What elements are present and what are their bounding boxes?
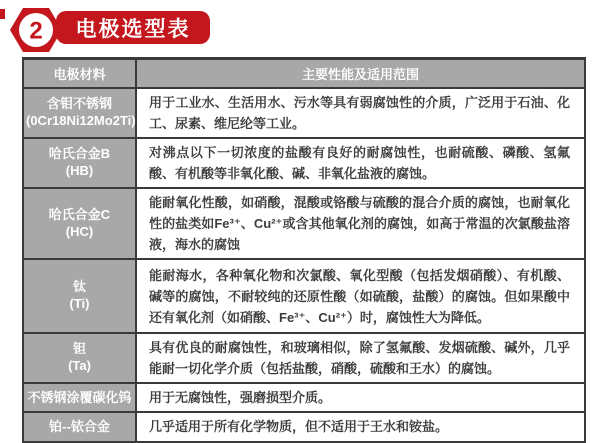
page-header: [0, 0, 600, 57]
material-cell: [23, 333, 136, 383]
column-header-material: 电极材料: [23, 59, 136, 89]
material-name: 哈氏合金C: [48, 206, 111, 222]
page-title: 电极选型表: [75, 17, 191, 41]
material-name: 钛: [72, 279, 86, 295]
description-cell: 几乎适用于所有化学物质，但不适用于王水和铵盐。: [136, 412, 585, 441]
material-cell: [23, 188, 136, 259]
description-cell: 用于工业水、生活用水、污水等具有弱腐蚀性的介质，广泛用于石油、化工、尿素、维尼纶等工业。: [136, 88, 585, 138]
material-name: 钽: [72, 341, 86, 357]
table-row: [23, 333, 585, 383]
material-code: (HB): [65, 163, 94, 179]
material-cell: [23, 412, 136, 441]
description-cell: 对沸点以下一切浓度的盐酸有良好的耐腐蚀性，也耐硫酸、磷酸、氢氟酸、有机酸等非氧化酸、碱、非氧化盐液的腐蚀。: [136, 138, 585, 188]
material-code: (HC): [65, 223, 94, 239]
material-cell: [23, 259, 136, 333]
material-cell: [23, 88, 136, 138]
material-code: (0Cr18Ni12Mo2Ti): [26, 113, 136, 129]
column-header-performance: 主要性能及适用范围: [136, 59, 585, 89]
material-name: 含钼不锈钢: [46, 96, 112, 112]
description-cell: 能耐氧化性酸，如硝酸，混酸或铬酸与硫酸的混合介质的腐蚀，也耐氧化性的盐类如Fe³⁺、Cu²⁺或含其他氧化剂的腐蚀，如高于常温的次氯酸盐溶液，海水的腐蚀: [136, 188, 585, 259]
table-row: [23, 383, 585, 412]
material-name: 不锈钢涂覆碳化钨: [27, 389, 132, 405]
table-header-row: [23, 59, 585, 89]
electrode-selection-table: [22, 57, 586, 443]
table-row: [23, 412, 585, 441]
section-title-pill: [56, 11, 210, 44]
table-row: [23, 259, 585, 333]
description-cell: 具有优良的耐腐蚀性，和玻璃相似，除了氢氟酸、发烟硫酸、碱外，几乎能耐一切化学介质（包括盐酸，硝酸，硫酸和王水）的腐蚀。: [136, 333, 585, 383]
edge-accent-square: [0, 9, 5, 19]
description-cell: 用于无腐蚀性，强磨损型介质。: [136, 383, 585, 412]
table-row: [23, 138, 585, 188]
material-cell: [23, 383, 136, 412]
material-name: 哈氏合金B: [48, 146, 111, 162]
material-code: (Ta): [68, 358, 91, 374]
badge-number: 2: [29, 17, 43, 45]
hexagon-badge-icon: [9, 7, 63, 53]
material-name: 铂--铱合金: [49, 418, 110, 434]
material-code: (Ti): [69, 296, 90, 312]
material-cell: [23, 138, 136, 188]
table-row: [23, 88, 585, 138]
description-cell: 能耐海水，各种氧化物和次氯酸、氧化型酸（包括发烟硝酸）、有机酸、碱等的腐蚀，不耐较纯的还原性酸（如硫酸，盐酸）的腐蚀。但如果酸中还有氧化剂（如硝酸、Fe³⁺、Cu²⁺）时，腐蚀性大为降低。: [136, 259, 585, 333]
table-row: [23, 188, 585, 259]
